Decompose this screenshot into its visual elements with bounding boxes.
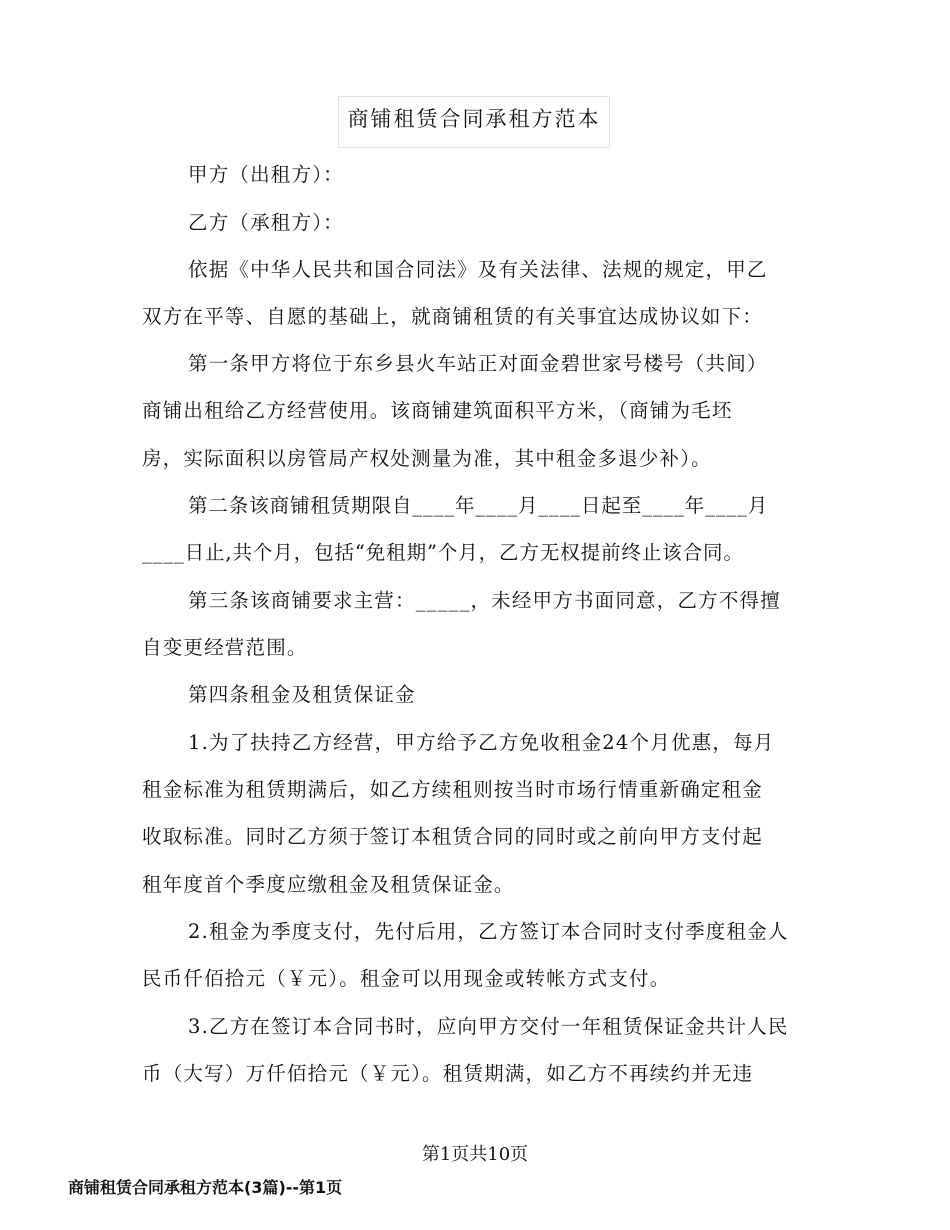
body-line: 商铺出租给乙方经营使用。该商铺建筑面积平方米，（商铺为毛坯: [142, 399, 733, 422]
body-line: 房，实际面积以房管局产权处测量为准，其中租金多退少补）。: [142, 447, 712, 470]
body-line: 3.乙方在签订本合同书时，应向甲方交付一年租赁保证金共计人民: [188, 1015, 789, 1038]
body-line: 民币仟佰拾元（￥元）。租金可以用现金或转帐方式支付。: [142, 967, 671, 990]
body-line: 甲方（出租方）：: [188, 163, 344, 186]
section-heading: 第四条租金及租赁保证金: [188, 683, 416, 706]
body-line: 2.租金为季度支付，先付后用，乙方签订本合同时支付季度租金人: [188, 920, 789, 943]
body-line: 第二条该商铺租赁期限自____年____月____日起至____年____月: [188, 494, 769, 517]
body-line: 乙方（承租方）：: [188, 211, 344, 234]
document-title: 商铺租赁合同承租方范本: [347, 107, 601, 131]
body-line: 依据《中华人民共和国合同法》及有关法律、法规的规定，甲乙: [188, 258, 768, 281]
footer-document-label: 商铺租赁合同承租方范本(3篇)--第1页: [68, 1178, 343, 1197]
page-indicator: 第1页共10页: [421, 1144, 529, 1165]
body-line: ____日止,共个月，包括“免租期”个月，乙方无权提前终止该合同。: [142, 541, 744, 564]
body-line: 1.为了扶持乙方经营，甲方给予乙方免收租金24个月优惠，每月: [188, 731, 775, 754]
body-line: 双方在平等、自愿的基础上，就商铺租赁的有关事宜达成协议如下：: [142, 305, 764, 328]
body-line: 租金标准为租赁期满后，如乙方续租则按当时市场行情重新确定租金: [142, 778, 764, 801]
body-line: 自变更经营范围。: [142, 636, 308, 659]
body-line: 收取标准。同时乙方须于签订本租赁合同的同时或之前向甲方支付起: [142, 825, 764, 848]
body-line: 币（大写）万仟佰拾元（￥元）。租赁期满，如乙方不再续约并无违: [142, 1062, 754, 1085]
body-line: 第三条该商铺要求主营：_____，未经甲方书面同意，乙方不得擅: [188, 589, 781, 612]
body-line: 租年度首个季度应缴租金及租赁保证金。: [142, 873, 515, 896]
body-line: 第一条甲方将位于东乡县火车站正对面金碧世家号楼号（共间）: [188, 352, 768, 375]
